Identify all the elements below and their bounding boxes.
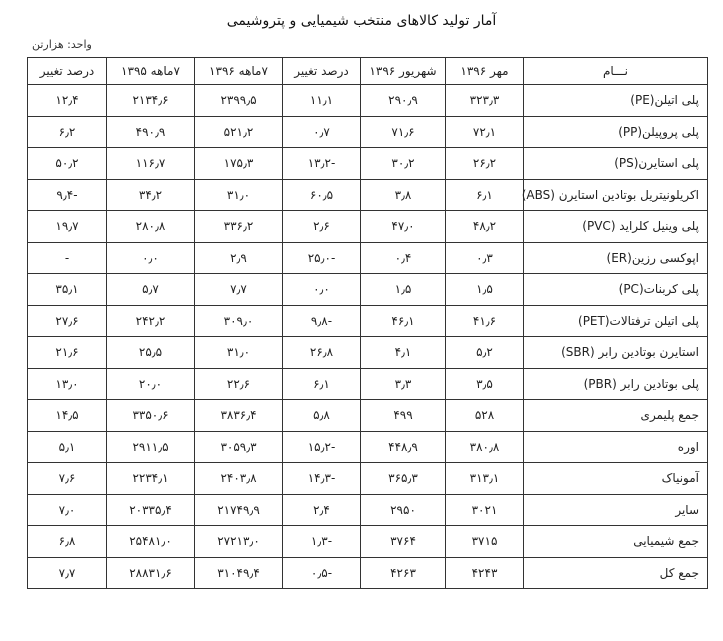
table-row xyxy=(28,368,708,400)
value-cell: ۲۱٫۶ xyxy=(28,337,107,369)
value-cell: ۱۷۵٫۳ xyxy=(195,148,283,180)
table-row xyxy=(28,494,708,526)
value-cell: ۲۲۳۴٫۱ xyxy=(107,463,195,495)
value-cell: ۳۸۳۶٫۴ xyxy=(195,400,283,432)
value-cell: ۲۳۹۹٫۵ xyxy=(195,85,283,117)
product-name-cell: جمع شیمیایی xyxy=(524,526,708,558)
value-cell: -۹٫۴ xyxy=(28,179,107,211)
product-name-cell: پلی کربنات(PC) xyxy=(524,274,708,306)
value-cell: ۶۰٫۵ xyxy=(283,179,361,211)
value-cell: ۶٫۲ xyxy=(28,116,107,148)
value-cell: ۲۷۲۱۳٫۰ xyxy=(195,526,283,558)
table-row xyxy=(28,557,708,589)
value-cell: ۲٫۹ xyxy=(195,242,283,274)
value-cell: ۳۷۱۵ xyxy=(446,526,524,558)
table-row xyxy=(28,274,708,306)
value-cell: ۶٫۱ xyxy=(283,368,361,400)
table-row xyxy=(28,431,708,463)
value-cell: ۲۶٫۸ xyxy=(283,337,361,369)
value-cell: ۲۷٫۶ xyxy=(28,305,107,337)
value-cell: ۲۵٫۵ xyxy=(107,337,195,369)
value-cell: ۵۲۱٫۲ xyxy=(195,116,283,148)
value-cell: -۱۵٫۲ xyxy=(283,431,361,463)
value-cell: -۱٫۳ xyxy=(283,526,361,558)
value-cell: ۲۵۴۸۱٫۰ xyxy=(107,526,195,558)
value-cell: ۴۸٫۲ xyxy=(446,211,524,243)
value-cell: ۳۵٫۱ xyxy=(28,274,107,306)
table-row xyxy=(28,179,708,211)
table-row xyxy=(28,85,708,117)
value-cell: ۳۷۶۴ xyxy=(361,526,446,558)
production-table xyxy=(27,57,708,589)
product-name-cell: پلی وینیل کلراید (PVC) xyxy=(524,211,708,243)
product-name-cell: پلی اتیلن(PE) xyxy=(524,85,708,117)
value-cell: ۲۹۰٫۹ xyxy=(361,85,446,117)
value-cell: ۲۱۳۴٫۶ xyxy=(107,85,195,117)
value-cell: ۴۴۸٫۹ xyxy=(361,431,446,463)
table-header-row xyxy=(28,58,708,85)
value-cell: ۲۸۸۳۱٫۶ xyxy=(107,557,195,589)
column-header: نـــام xyxy=(524,58,708,85)
column-header: درصد تغییر xyxy=(283,58,361,85)
value-cell: ۳۳۶٫۲ xyxy=(195,211,283,243)
table-row xyxy=(28,526,708,558)
value-cell: ۰٫۰ xyxy=(107,242,195,274)
column-header: ۷ماهه ۱۳۹۵ xyxy=(107,58,195,85)
value-cell: ۰٫۳ xyxy=(446,242,524,274)
value-cell: ۱٫۵ xyxy=(446,274,524,306)
value-cell: ۴۹۰٫۹ xyxy=(107,116,195,148)
value-cell: ۱۲٫۴ xyxy=(28,85,107,117)
value-cell: ۴٫۱ xyxy=(361,337,446,369)
column-header: شهریور ۱۳۹۶ xyxy=(361,58,446,85)
value-cell: ۷٫۰ xyxy=(28,494,107,526)
value-cell: -۹٫۸ xyxy=(283,305,361,337)
product-name-cell: پلی اتیلن ترفتالات(PET) xyxy=(524,305,708,337)
value-cell: ۱۳٫۰ xyxy=(28,368,107,400)
value-cell: ۰٫۰ xyxy=(283,274,361,306)
value-cell: ۱۴٫۵ xyxy=(28,400,107,432)
value-cell: ۲٫۴ xyxy=(283,494,361,526)
value-cell: ۲۹۱۱٫۵ xyxy=(107,431,195,463)
value-cell: ۶٫۸ xyxy=(28,526,107,558)
product-name-cell: اپوکسی رزین(ER) xyxy=(524,242,708,274)
value-cell: ۲۰۳۳۵٫۴ xyxy=(107,494,195,526)
value-cell: ۷۱٫۶ xyxy=(361,116,446,148)
value-cell: ۷٫۷ xyxy=(28,557,107,589)
value-cell: ۵٫۲ xyxy=(446,337,524,369)
product-name-cell: اوره xyxy=(524,431,708,463)
value-cell: ۵۰٫۲ xyxy=(28,148,107,180)
table-row xyxy=(28,148,708,180)
value-cell: ۳۰۲۱ xyxy=(446,494,524,526)
value-cell: ۴۶٫۱ xyxy=(361,305,446,337)
unit-note: واحد: هزارتن xyxy=(32,38,92,51)
product-name-cell: جمع کل xyxy=(524,557,708,589)
value-cell: ۷٫۶ xyxy=(28,463,107,495)
table-row xyxy=(28,400,708,432)
product-name-cell: اکریلونیتریل بوتادین استایرن (ABS) xyxy=(524,179,708,211)
value-cell: ۲۴۰۳٫۸ xyxy=(195,463,283,495)
value-cell: ۴۱٫۶ xyxy=(446,305,524,337)
page-title: آمار تولید کالاهای منتخب شیمیایی و پتروشیمی xyxy=(226,13,497,29)
value-cell: ۳۸۰٫۸ xyxy=(446,431,524,463)
value-cell: ۵٫۸ xyxy=(283,400,361,432)
product-name-cell: آمونیاک xyxy=(524,463,708,495)
column-header: درصد تغییر xyxy=(28,58,107,85)
value-cell: ۲۸۰٫۸ xyxy=(107,211,195,243)
product-name-cell: استایرن بوتادین رابر (SBR) xyxy=(524,337,708,369)
product-name-cell: سایر xyxy=(524,494,708,526)
value-cell: ۲۶٫۲ xyxy=(446,148,524,180)
value-cell: ۵۲۸ xyxy=(446,400,524,432)
value-cell: ۵٫۷ xyxy=(107,274,195,306)
value-cell: -۲۵٫۰ xyxy=(283,242,361,274)
value-cell: ۱۹٫۷ xyxy=(28,211,107,243)
value-cell: ۳۲۳٫۳ xyxy=(446,85,524,117)
value-cell: ۱۱٫۱ xyxy=(283,85,361,117)
column-header: مهر ۱۳۹۶ xyxy=(446,58,524,85)
value-cell: ۲۹۵۰ xyxy=(361,494,446,526)
value-cell: ۳٫۸ xyxy=(361,179,446,211)
column-header: ۷ماهه ۱۳۹۶ xyxy=(195,58,283,85)
value-cell: ۳۱۳٫۱ xyxy=(446,463,524,495)
value-cell: ۲۲٫۶ xyxy=(195,368,283,400)
value-cell: -۱۴٫۳ xyxy=(283,463,361,495)
value-cell: ۰٫۷ xyxy=(283,116,361,148)
product-name-cell: پلی بوتادین رابر (PBR) xyxy=(524,368,708,400)
table-row xyxy=(28,463,708,495)
value-cell: ۳۱۰۴۹٫۴ xyxy=(195,557,283,589)
value-cell: ۴۲۴۳ xyxy=(446,557,524,589)
table-row xyxy=(28,242,708,274)
value-cell: -۰٫۵ xyxy=(283,557,361,589)
value-cell: - xyxy=(28,242,107,274)
value-cell: ۶٫۱ xyxy=(446,179,524,211)
value-cell: ۴۷٫۰ xyxy=(361,211,446,243)
value-cell: ۳۱٫۰ xyxy=(195,179,283,211)
value-cell: ۷۲٫۱ xyxy=(446,116,524,148)
table-row xyxy=(28,305,708,337)
value-cell: ۳۶۵٫۳ xyxy=(361,463,446,495)
table-row xyxy=(28,337,708,369)
value-cell: ۱۱۶٫۷ xyxy=(107,148,195,180)
value-cell: ۷٫۷ xyxy=(195,274,283,306)
value-cell: ۲۱۷۴۹٫۹ xyxy=(195,494,283,526)
value-cell: ۳٫۳ xyxy=(361,368,446,400)
product-name-cell: جمع پلیمری xyxy=(524,400,708,432)
table-row xyxy=(28,211,708,243)
product-name-cell: پلی پروپیلن(PP) xyxy=(524,116,708,148)
value-cell: ۴۲۶۳ xyxy=(361,557,446,589)
value-cell: ۳۱٫۰ xyxy=(195,337,283,369)
value-cell: ۳۴٫۲ xyxy=(107,179,195,211)
product-name-cell: پلی استایرن(PS) xyxy=(524,148,708,180)
value-cell: ۳٫۵ xyxy=(446,368,524,400)
value-cell: ۲۰٫۰ xyxy=(107,368,195,400)
value-cell: ۳۳۵۰٫۶ xyxy=(107,400,195,432)
value-cell: ۳۰۵۹٫۳ xyxy=(195,431,283,463)
value-cell: ۳۰٫۲ xyxy=(361,148,446,180)
value-cell: ۵٫۱ xyxy=(28,431,107,463)
value-cell: ۱٫۵ xyxy=(361,274,446,306)
value-cell: ۴۹۹ xyxy=(361,400,446,432)
value-cell: ۳۰۹٫۰ xyxy=(195,305,283,337)
value-cell: ۲۴۲٫۲ xyxy=(107,305,195,337)
value-cell: ۰٫۴ xyxy=(361,242,446,274)
value-cell: -۱۳٫۲ xyxy=(283,148,361,180)
value-cell: ۲٫۶ xyxy=(283,211,361,243)
table-row xyxy=(28,116,708,148)
